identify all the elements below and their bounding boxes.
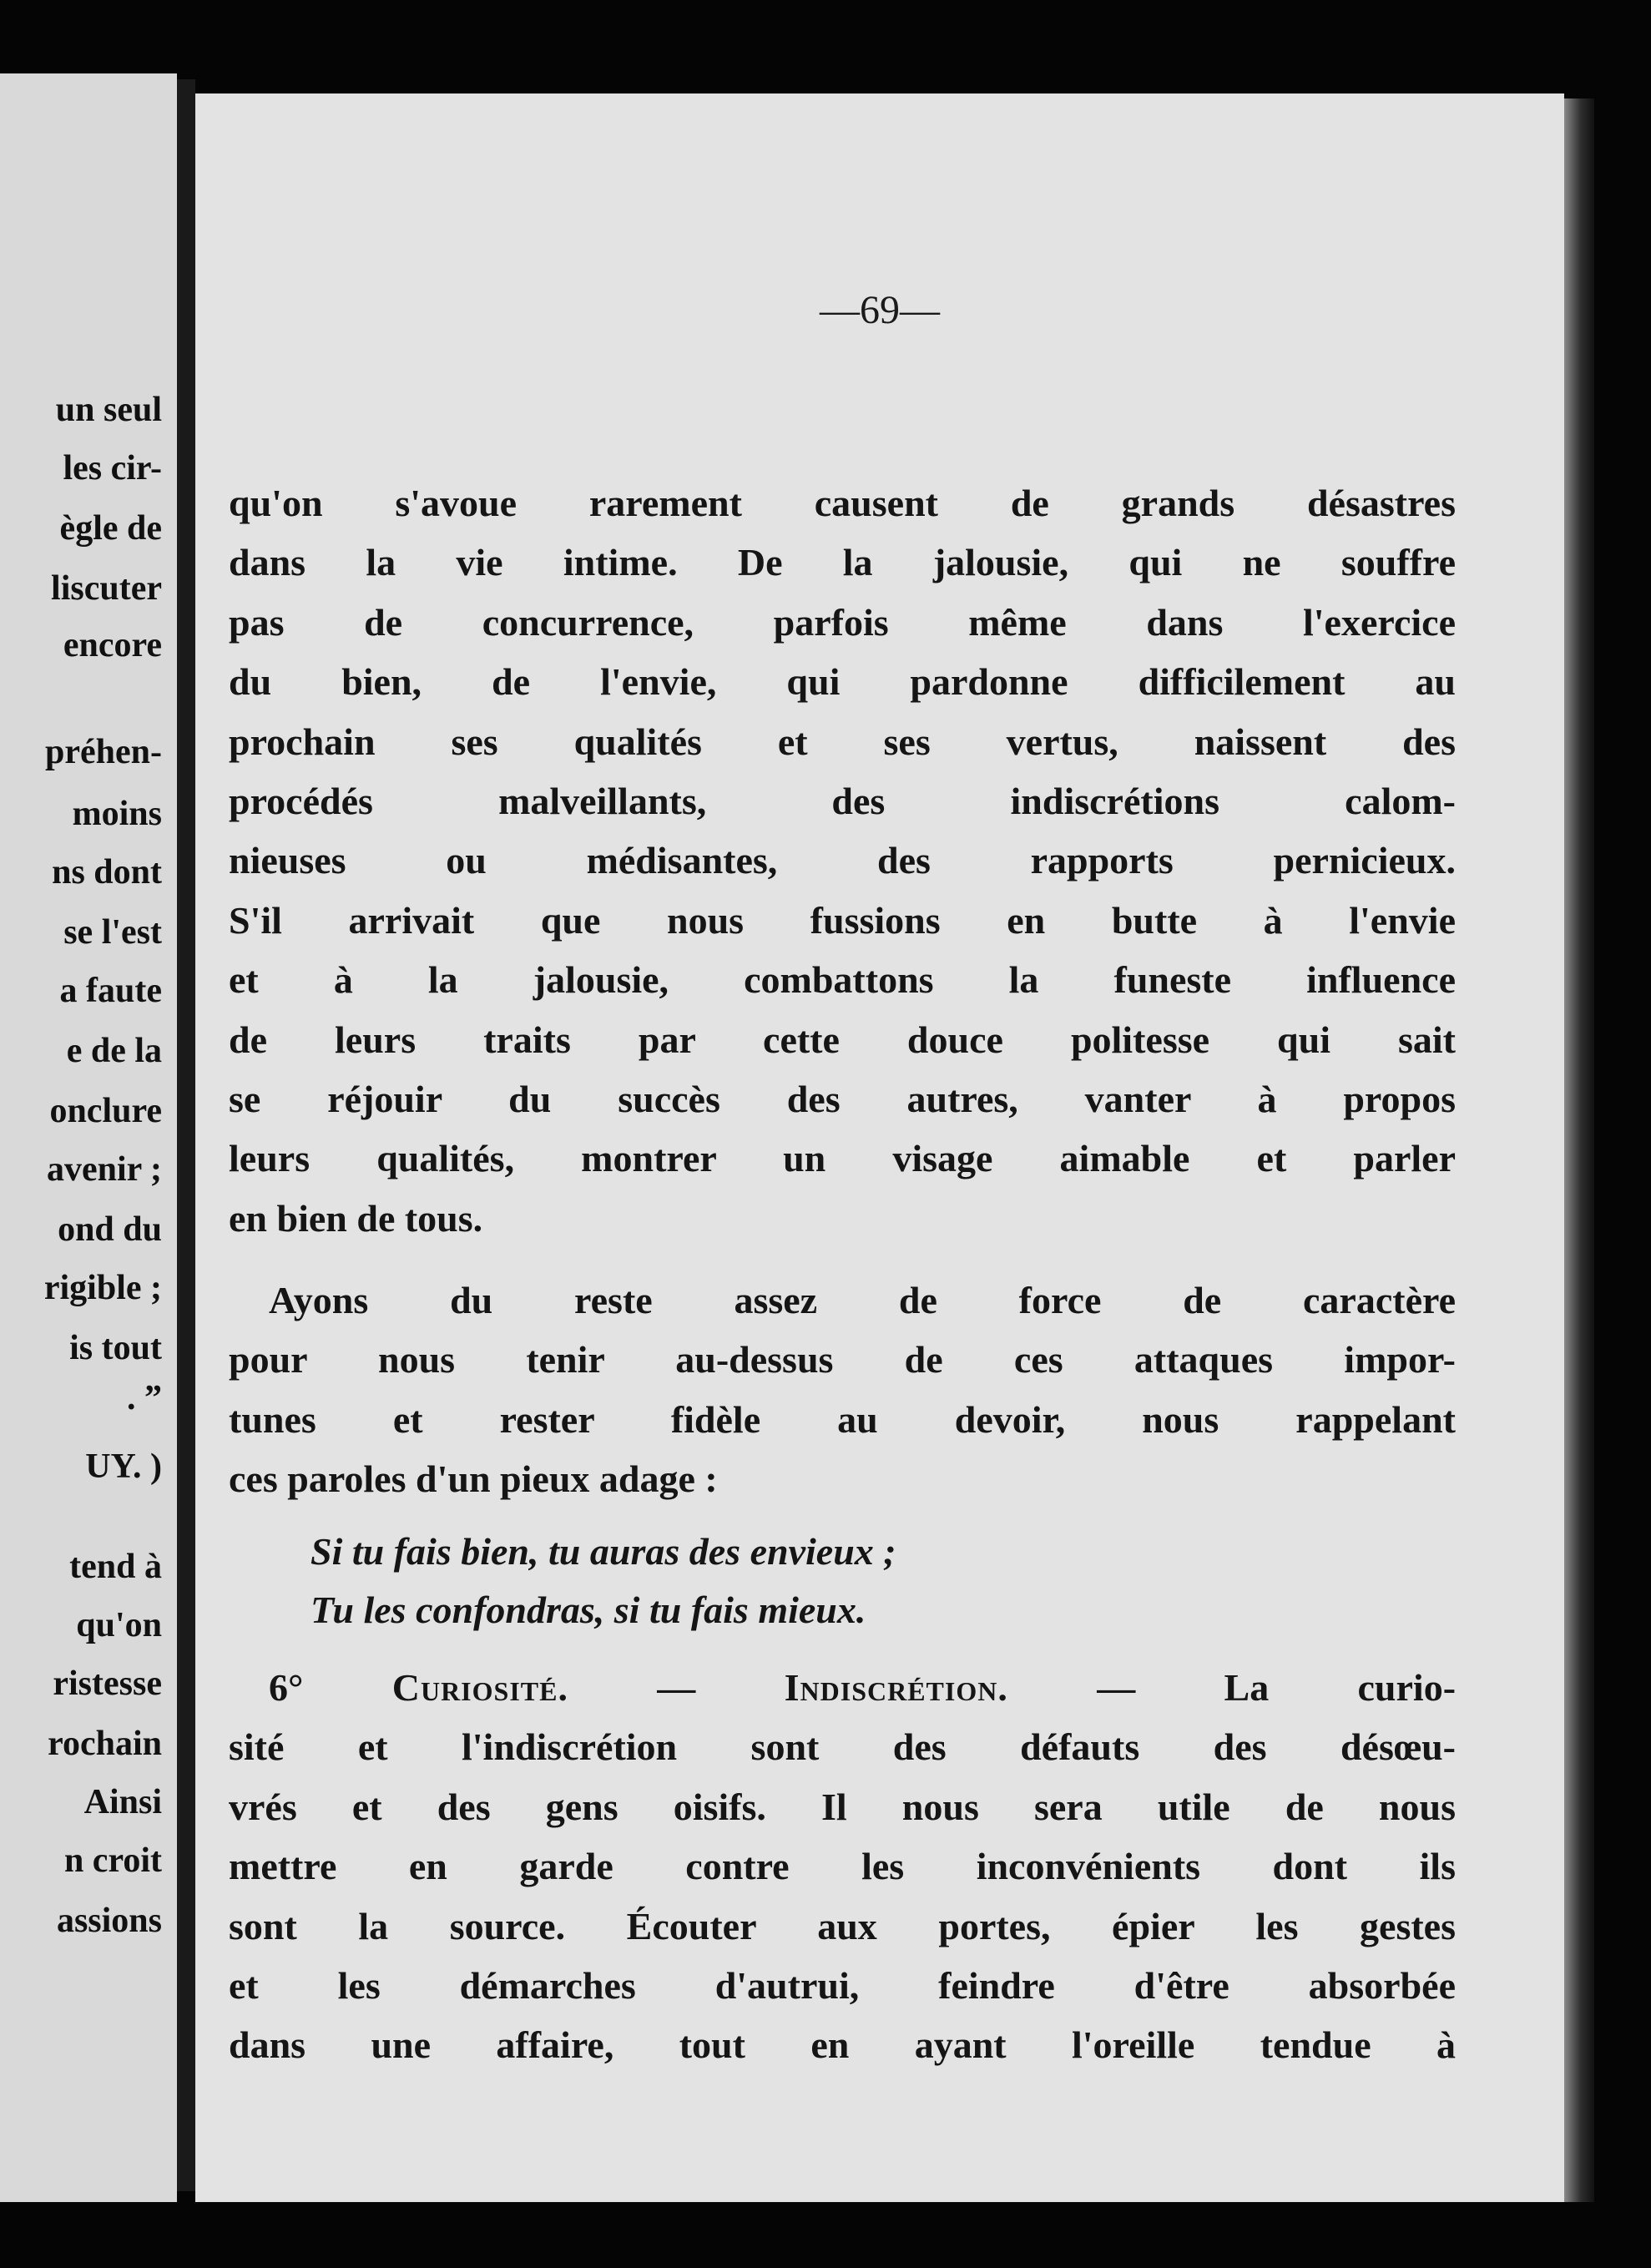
- text-line: pas de concurrence, parfois même dans l'exercice: [229, 600, 1456, 644]
- left-page-line: ristesse: [53, 1664, 162, 1703]
- left-facing-page: [0, 73, 177, 2202]
- text-line: en bien de tous.: [229, 1196, 483, 1240]
- left-page-line: un seul: [55, 391, 162, 429]
- text-line: se réjouir du succès des autres, vanter à propos: [229, 1077, 1456, 1120]
- text-line: et les démarches d'autrui, feindre d'être absorbée: [229, 1963, 1456, 2007]
- text-line: vrés et des gens oisifs. Il nous sera utile de nous: [229, 1785, 1456, 1828]
- text-line: mettre en garde contre les inconvénients dont ils: [229, 1845, 1456, 1888]
- text-fragment: La curio-: [1224, 1666, 1457, 1709]
- text-line: et à la jalousie, combattons la funeste influence: [229, 958, 1456, 1002]
- text-line: tunes et rester fidèle au devoir, nous rappelant: [229, 1397, 1456, 1441]
- page-edge-shadow: [1564, 98, 1594, 2202]
- page-number: —69—: [820, 288, 940, 332]
- left-page-line: ond du: [58, 1210, 162, 1249]
- left-page-line: encore: [63, 626, 162, 664]
- book-gutter: [177, 79, 195, 2191]
- text-line: leurs qualités, montrer un visage aimable et parler: [229, 1137, 1456, 1180]
- left-page-line: moins: [72, 795, 162, 833]
- left-page-line: a faute: [59, 972, 162, 1010]
- section-heading-indiscretion: Indiscrétion.: [784, 1666, 1008, 1709]
- text-line: de leurs traits par cette douce politesse qui sait: [229, 1018, 1456, 1061]
- text-line: Ayons du reste assez de force de caractère: [269, 1279, 1456, 1321]
- left-page-line: assions: [56, 1902, 162, 1940]
- section-number: 6°: [269, 1666, 304, 1709]
- left-page-line: qu'on: [76, 1606, 162, 1644]
- text-line: du bien, de l'envie, qui pardonne difficilement au: [229, 660, 1456, 704]
- left-page-line: rochain: [48, 1725, 162, 1763]
- section-heading-line: [229, 1658, 1456, 1717]
- text-line: ces paroles d'un pieux adage :: [229, 1457, 718, 1501]
- left-page-line: n croit: [63, 1841, 162, 1880]
- heading-dash: —: [1097, 1666, 1136, 1709]
- text-line: nieuses ou médisantes, des rapports pernicieux.: [229, 839, 1456, 882]
- left-page-line: se l'est: [63, 913, 162, 952]
- left-page-line: tend à: [69, 1548, 162, 1586]
- left-page-line: e de la: [66, 1032, 162, 1070]
- book-page: [195, 93, 1564, 2202]
- verse-adage: [311, 1523, 896, 1639]
- left-page-line: avenir ;: [46, 1150, 162, 1189]
- verse-line: Tu les confondras, si tu fais mieux.: [311, 1589, 866, 1631]
- section-heading-curiosity: Curiosité.: [391, 1666, 568, 1709]
- section-curiosity: [229, 1658, 1456, 2075]
- text-line: dans une affaire, tout en ayant l'oreille tendue à: [229, 2023, 1456, 2067]
- text-line: prochain ses qualités et ses vertus, naissent des: [229, 720, 1456, 763]
- heading-dash: —: [657, 1666, 696, 1709]
- left-page-line: rigible ;: [43, 1269, 162, 1307]
- text-line: dans la vie intime. De la jalousie, qui ne souffre: [229, 541, 1456, 584]
- text-line: procédés malveillants, des indiscrétions calom-: [229, 779, 1456, 822]
- left-page-line: liscuter: [51, 569, 162, 608]
- left-page-line: is tout: [69, 1329, 162, 1367]
- paragraph-character: [229, 1270, 1456, 1509]
- text-line: pour nous tenir au-dessus de ces attaques impor-: [229, 1338, 1456, 1382]
- text-line: S'il arrivait que nous fussions en butte à l'envie: [229, 898, 1456, 942]
- left-page-line: Ainsi: [83, 1783, 162, 1821]
- text-line: sité et l'indiscrétion sont des défauts des désœu-: [229, 1725, 1456, 1769]
- left-page-line: onclure: [49, 1092, 162, 1130]
- verse-line: Si tu fais bien, tu auras des envieux ;: [311, 1530, 896, 1573]
- left-page-line: ns dont: [52, 853, 162, 892]
- left-page-line: les cir-: [63, 449, 162, 487]
- text-line: qu'on s'avoue rarement causent de grands désastres: [229, 482, 1456, 524]
- left-page-line: UY. ): [85, 1447, 162, 1486]
- left-page-line: ègle de: [59, 509, 162, 548]
- left-page-line: préhen-: [45, 733, 162, 771]
- left-page-line: . ”: [127, 1379, 162, 1417]
- paragraph-envy: [229, 473, 1456, 1248]
- text-line: sont la source. Écouter aux portes, épier les gestes: [229, 1904, 1456, 1947]
